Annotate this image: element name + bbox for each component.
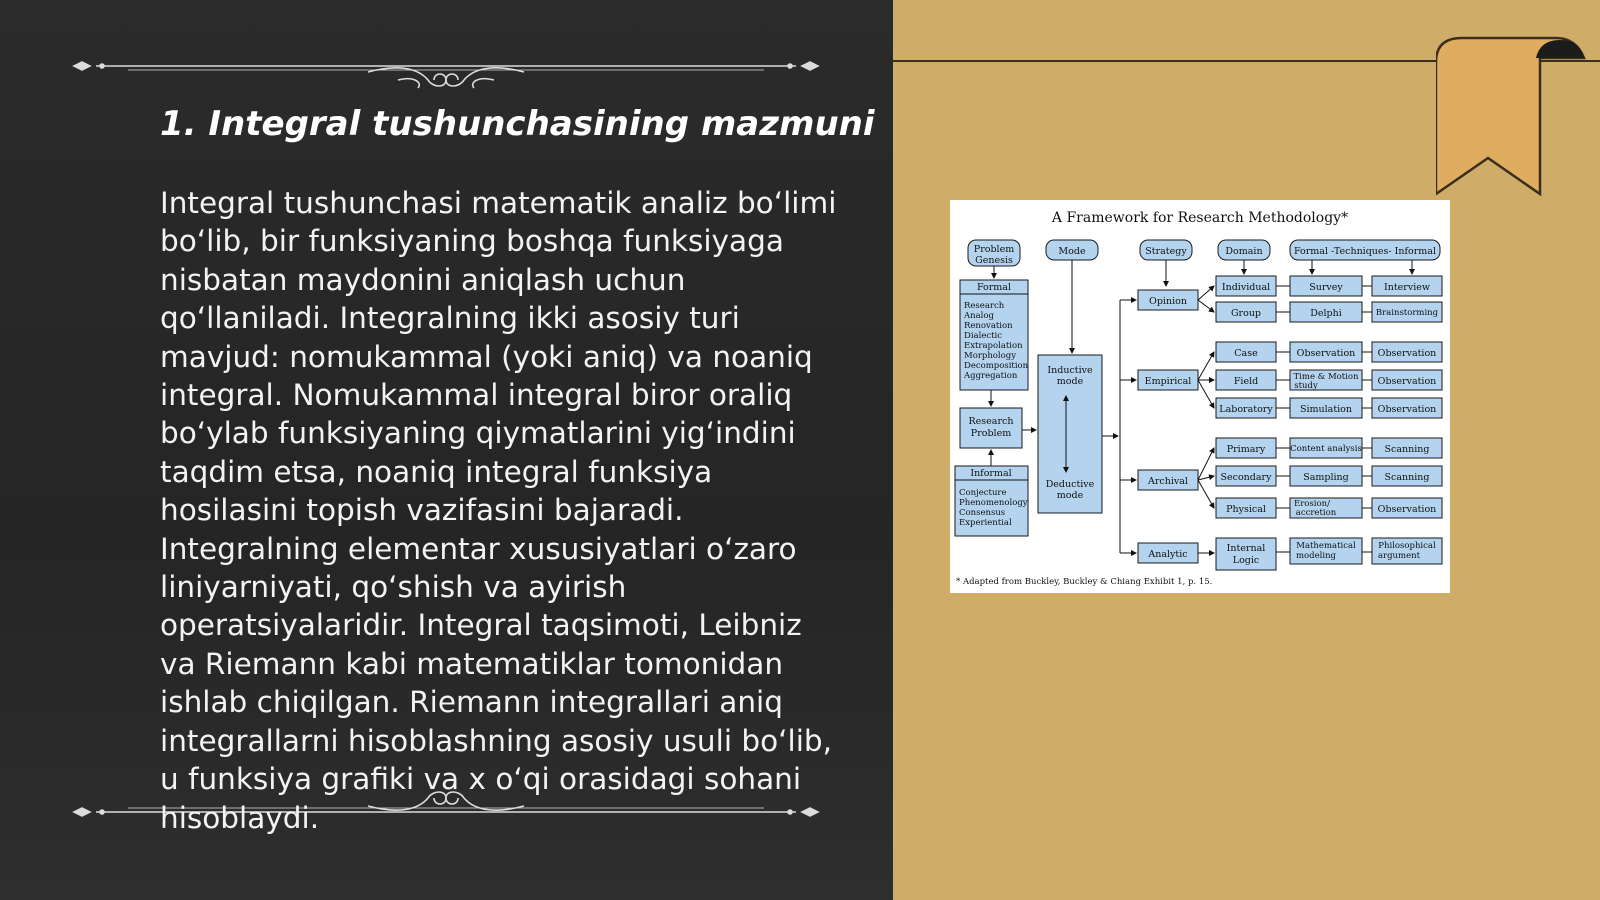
svg-text:Dialectic: Dialectic <box>964 331 1003 341</box>
svg-text:Internal: Internal <box>1226 543 1266 554</box>
svg-text:Field: Field <box>1233 376 1259 387</box>
svg-text:Observation: Observation <box>1377 404 1437 415</box>
svg-text:Informal: Informal <box>970 468 1012 479</box>
svg-text:Observation: Observation <box>1377 348 1437 359</box>
svg-text:Observation: Observation <box>1377 376 1437 387</box>
svg-text:Genesis: Genesis <box>975 255 1013 266</box>
svg-text:Consensus: Consensus <box>959 508 1006 518</box>
svg-text:Observation: Observation <box>1296 348 1356 359</box>
svg-text:argument: argument <box>1377 551 1421 561</box>
svg-text:Secondary: Secondary <box>1220 472 1272 483</box>
svg-text:Case: Case <box>1234 348 1258 359</box>
svg-text:Physical: Physical <box>1226 504 1266 515</box>
svg-text:Primary: Primary <box>1226 444 1266 455</box>
svg-text:Problem: Problem <box>973 244 1015 255</box>
svg-text:Inductive: Inductive <box>1047 365 1093 376</box>
svg-text:Observation: Observation <box>1377 504 1437 515</box>
svg-text:Scanning: Scanning <box>1384 472 1430 483</box>
svg-text:mode: mode <box>1056 490 1084 501</box>
svg-text:Time & Motion: Time & Motion <box>1293 372 1359 382</box>
svg-text:Simulation: Simulation <box>1299 404 1353 415</box>
svg-text:mode: mode <box>1056 376 1084 387</box>
svg-text:Logic: Logic <box>1232 555 1260 566</box>
svg-text:Conjecture: Conjecture <box>959 488 1007 498</box>
svg-text:Deductive: Deductive <box>1045 479 1095 490</box>
svg-text:Philosophical: Philosophical <box>1378 541 1436 551</box>
svg-text:Laboratory: Laboratory <box>1219 404 1273 415</box>
svg-text:Formal: Formal <box>976 282 1012 293</box>
svg-text:Mathematical: Mathematical <box>1296 541 1356 551</box>
slide-body-text: Integral tushunchasi matematik analiz bo‘limi bo‘lib, bir funksiyaning boshqa funksiyaga nisbatan maydonini aniqlash uchun qo‘llaniladi. Integralning ikki asosiy turi mavjud: nomukammal (yoki aniq) va noaniq integral. Nomukammal integral biror oraliq bo‘ylab funksiyaning qiymatlarini yig‘indini taqdim etsa, noaniq integral funksiya hosilasini topish vazifasini bajaradi. Integralning elementar xususiyatlari o‘zaro liniyarniyati, qo‘shish va ayirish operatsiyalaridir. Integral taqsimoti, Leibniz va Riemann kabi matematiklar tomonidan ishlab chiqilgan. Riemann integrallari aniq integrallarni hisoblashning asosiy usuli bo‘lib, u funksiya grafiki va x o‘qi orasidagi sohani hisoblaydi. <box>160 186 837 835</box>
svg-text:study: study <box>1294 381 1318 391</box>
slide-title: 1. Integral tushunchasining mazmuni <box>160 104 875 144</box>
svg-text:Decomposition: Decomposition <box>964 361 1029 371</box>
svg-text:Delphi: Delphi <box>1310 308 1342 319</box>
svg-text:Mode: Mode <box>1058 246 1086 257</box>
svg-text:Extrapolation: Extrapolation <box>964 341 1023 351</box>
svg-text:Phenomenology: Phenomenology <box>959 498 1028 508</box>
svg-text:Survey: Survey <box>1309 282 1343 293</box>
svg-text:Renovation: Renovation <box>964 321 1013 331</box>
svg-text:Empirical: Empirical <box>1144 376 1192 387</box>
svg-text:Brainstorming: Brainstorming <box>1375 308 1439 318</box>
svg-text:Opinion: Opinion <box>1149 296 1187 307</box>
svg-text:Research: Research <box>964 301 1005 311</box>
diagram-footnote: * Adapted from Buckley, Buckley & Chiang Exhibit 1, p. 15. <box>956 577 1213 587</box>
svg-text:Sampling: Sampling <box>1303 472 1349 483</box>
svg-text:Formal -Techniques- Informal: Formal -Techniques- Informal <box>1293 246 1437 257</box>
research-methodology-diagram <box>950 200 1450 593</box>
svg-text:Morphology: Morphology <box>964 351 1016 361</box>
svg-text:Analog: Analog <box>964 311 994 321</box>
svg-text:Aggregation: Aggregation <box>964 371 1018 381</box>
svg-text:Domain: Domain <box>1225 246 1263 257</box>
svg-text:Scanning: Scanning <box>1384 444 1430 455</box>
top-ornament-border <box>68 50 824 90</box>
bookmark-ribbon-icon <box>1436 36 1586 196</box>
svg-text:Archival: Archival <box>1148 476 1188 487</box>
svg-text:accretion: accretion <box>1295 508 1337 518</box>
svg-text:Interview: Interview <box>1383 282 1431 293</box>
svg-text:Content analysis: Content analysis <box>1290 444 1362 454</box>
svg-text:Group: Group <box>1230 308 1262 319</box>
svg-text:Problem: Problem <box>970 428 1012 439</box>
svg-text:Experiential: Experiential <box>959 518 1012 528</box>
diagram-title: A Framework for Research Methodology* <box>1051 210 1349 226</box>
svg-text:modeling: modeling <box>1295 551 1337 561</box>
svg-text:Research: Research <box>968 416 1014 427</box>
svg-text:Individual: Individual <box>1221 282 1271 293</box>
svg-text:Erosion/: Erosion/ <box>1294 499 1330 509</box>
svg-text:Analytic: Analytic <box>1148 549 1188 560</box>
svg-text:Strategy: Strategy <box>1145 246 1187 257</box>
